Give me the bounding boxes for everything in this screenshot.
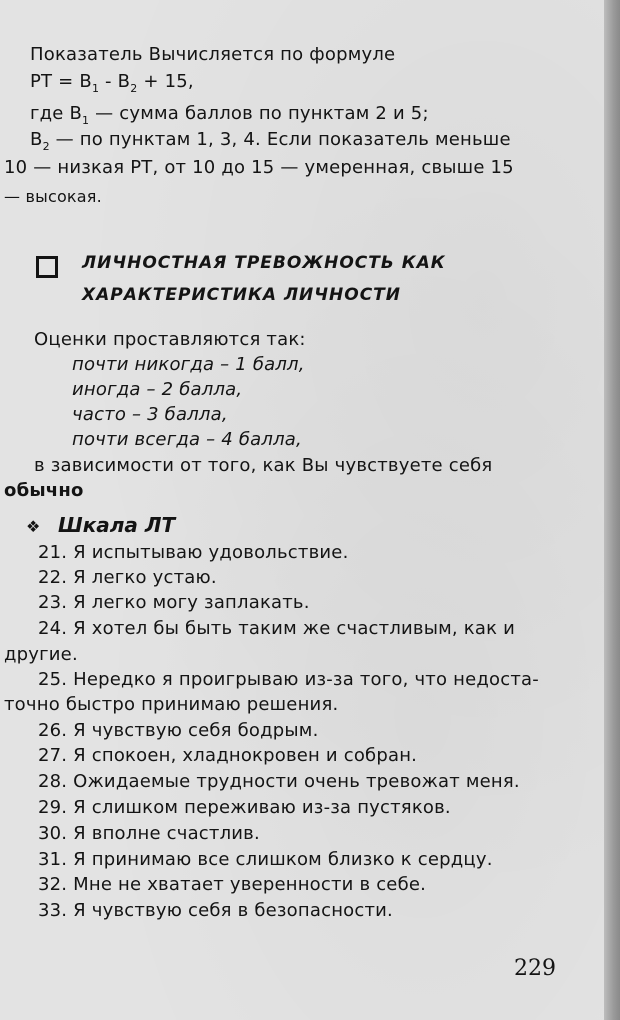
scale-item: 32. Мне не хватает уверенности в себе. xyxy=(38,874,427,895)
scale-item: 27. Я спокоен, хладнокровен и собран. xyxy=(38,745,418,766)
scoring-context: в зависимости от того, как Вы чувствуете себя xyxy=(34,455,493,476)
scale-item: 33. Я чувствую себя в безопасности. xyxy=(38,900,393,921)
formula-interpretation-end: — высокая. xyxy=(4,187,102,206)
section-heading-line2: ХАРАКТЕРИСТИКА ЛИЧНОСТИ xyxy=(82,285,402,305)
scale-item: 29. Я слишком переживаю из-за пустяков. xyxy=(38,797,451,818)
scoring-option: почти всегда – 4 балла, xyxy=(72,429,302,450)
scoring-option: иногда – 2 балла, xyxy=(72,379,243,400)
scale-item: 30. Я вполне счастлив. xyxy=(38,823,260,844)
scale-item: 31. Я принимаю все слишком близко к сердцу. xyxy=(38,849,493,870)
scale-title xyxy=(26,512,175,540)
scoring-option: почти никогда – 1 балл, xyxy=(72,354,305,375)
scale-item-continuation: другие. xyxy=(4,644,78,665)
scale-item: 26. Я чувствую себя бодрым. xyxy=(38,720,319,741)
formula-expression: РТ = $В_1 - В_2 + 15$, xyxy=(30,71,194,95)
page-number: 229 xyxy=(514,956,556,981)
scale-item-continuation: точно быстро принимаю решения. xyxy=(4,694,339,715)
scoring-intro: Оценки проставляются так: xyxy=(34,329,306,350)
formula-interpretation: 10 — низкая РТ, от 10 до 15 — умеренная, свыше 15 xyxy=(4,157,514,178)
scale-item: 21. Я испытываю удовольствие. xyxy=(38,542,349,563)
book-gutter xyxy=(604,0,620,1020)
formula-b2-definition: $В_2$ — по пунктам 1, 3, 4. Если показатель меньше xyxy=(30,129,511,153)
diamond-bullet-icon: ❖ xyxy=(26,517,41,536)
scale-item: 23. Я легко могу заплакать. xyxy=(38,592,310,613)
section-heading-line1: ЛИЧНОСТНАЯ ТРЕВОЖНОСТЬ КАК xyxy=(82,253,446,273)
scale-title-text: Шкала ЛТ xyxy=(58,513,176,537)
formula-intro: Показатель Вычисляется по формуле xyxy=(30,44,396,65)
scale-item: 24. Я хотел бы быть таким же счастливым, как и xyxy=(38,618,515,639)
scoring-context-end: обычно xyxy=(4,480,84,501)
checkbox-icon xyxy=(36,256,58,278)
formula-b1-definition: где $В_1$ — сумма баллов по пунктам 2 и 5; xyxy=(30,103,429,127)
scale-item: 22. Я легко устаю. xyxy=(38,567,217,588)
scale-item: 28. Ожидаемые трудности очень тревожат меня. xyxy=(38,771,520,792)
scoring-option: часто – 3 балла, xyxy=(72,404,228,425)
scale-item: 25. Нередко я проигрываю из-за того, что недоста- xyxy=(38,669,539,690)
